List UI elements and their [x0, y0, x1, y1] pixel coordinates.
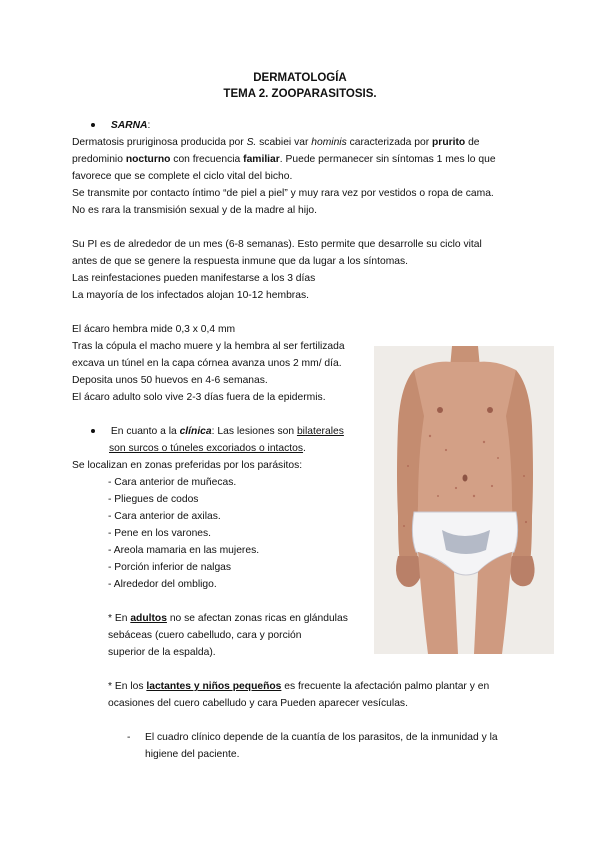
lactantes-line-2: ocasiones del cuero cabelludo y cara Pueden aparecer vesículas.: [108, 698, 408, 709]
adultos-line-2: sebáceas (cuero cabelludo, cara y porción: [108, 630, 302, 641]
clinica-row: En cuanto a la clínica: Las lesiones son bilaterales: [91, 423, 344, 440]
pi-line-1: Su PI es de alrededor de un mes (6-8 semanas). Esto permite que desarrolle su ciclo vital: [72, 239, 482, 250]
acaro-line-1: El ácaro hembra mide 0,3 x 0,4 mm: [72, 324, 236, 335]
clinica-line-3: Se localizan en zonas preferidas por los parásitos:: [72, 460, 303, 471]
pi-line-3: Las reinfestaciones pueden manifestarse a los 3 días: [72, 273, 316, 284]
list-item: - Alrededor del ombligo.: [108, 579, 217, 590]
sarna-heading: SARNA: [110, 120, 148, 131]
adultos-line-3: superior de la espalda).: [108, 647, 216, 658]
list-item: - Pene en los varones.: [108, 528, 212, 539]
cuadro-line-2: higiene del paciente.: [145, 749, 240, 760]
intro-line-1: Dermatosis pruriginosa producida por S. scabiei var hominis caracterizada por prurito de: [72, 137, 480, 148]
acaro-line-2: Tras la cópula el macho muere y la hembra al ser fertilizada: [72, 341, 345, 352]
acaro-line-3: excava un túnel en la capa córnea avanza unos 2 mm/ día.: [72, 358, 342, 369]
pi-line-4: La mayoría de los infectados alojan 10-12 hembras.: [72, 290, 309, 301]
acaro-line-5: El ácaro adulto solo vive 2-3 días fuera de la epidermis.: [72, 392, 326, 403]
list-item: - Porción inferior de nalgas: [108, 562, 232, 573]
acaro-line-4: Deposita unos 50 huevos en 4-6 semanas.: [72, 375, 268, 386]
sarna-heading-row: SARNA:: [91, 117, 150, 134]
list-item: - Areola mamaria en las mujeres.: [108, 545, 260, 556]
lactantes-line-1: * En los lactantes y niños pequeños es frecuente la afectación palmo plantar y en: [108, 681, 490, 692]
intro-line-4: Se transmite por contacto íntimo “de piel a piel” y muy rara vez por vestidos o ropa de cama.: [72, 188, 494, 199]
cuadro-line-1: El cuadro clínico depende de la cuantía de los parasitos, de la inmunidad y la: [145, 732, 498, 743]
intro-line-2: predominio nocturno con frecuencia familiar. Puede permanecer sin síntomas 1 mes lo que: [72, 154, 496, 165]
bullet-icon: [91, 123, 95, 127]
bullet-icon: [91, 429, 95, 433]
intro-line-5: No es rara la transmisión sexual y de la madre al hijo.: [72, 205, 317, 216]
list-item: - Pliegues de codos: [108, 494, 199, 505]
clinical-photo-child-scabies: [374, 346, 554, 654]
intro-line-3: favorece que se complete el ciclo vital del bicho.: [72, 171, 293, 182]
document-subtitle: TEMA 2. ZOOPARASITOSIS.: [223, 88, 377, 100]
pi-line-2: antes de que se genere la respuesta inmune que da lugar a los síntomas.: [72, 256, 409, 267]
list-item: - Cara anterior de axilas.: [108, 511, 221, 522]
adultos-line-1: * En adultos no se afectan zonas ricas en glándulas: [108, 613, 348, 624]
document-title: DERMATOLOGÍA: [253, 72, 347, 84]
cuadro-dash: -: [127, 732, 131, 743]
list-item: - Cara anterior de muñecas.: [108, 477, 237, 488]
clinica-line-2: son surcos o túneles excoriados o intactos.: [109, 443, 306, 454]
